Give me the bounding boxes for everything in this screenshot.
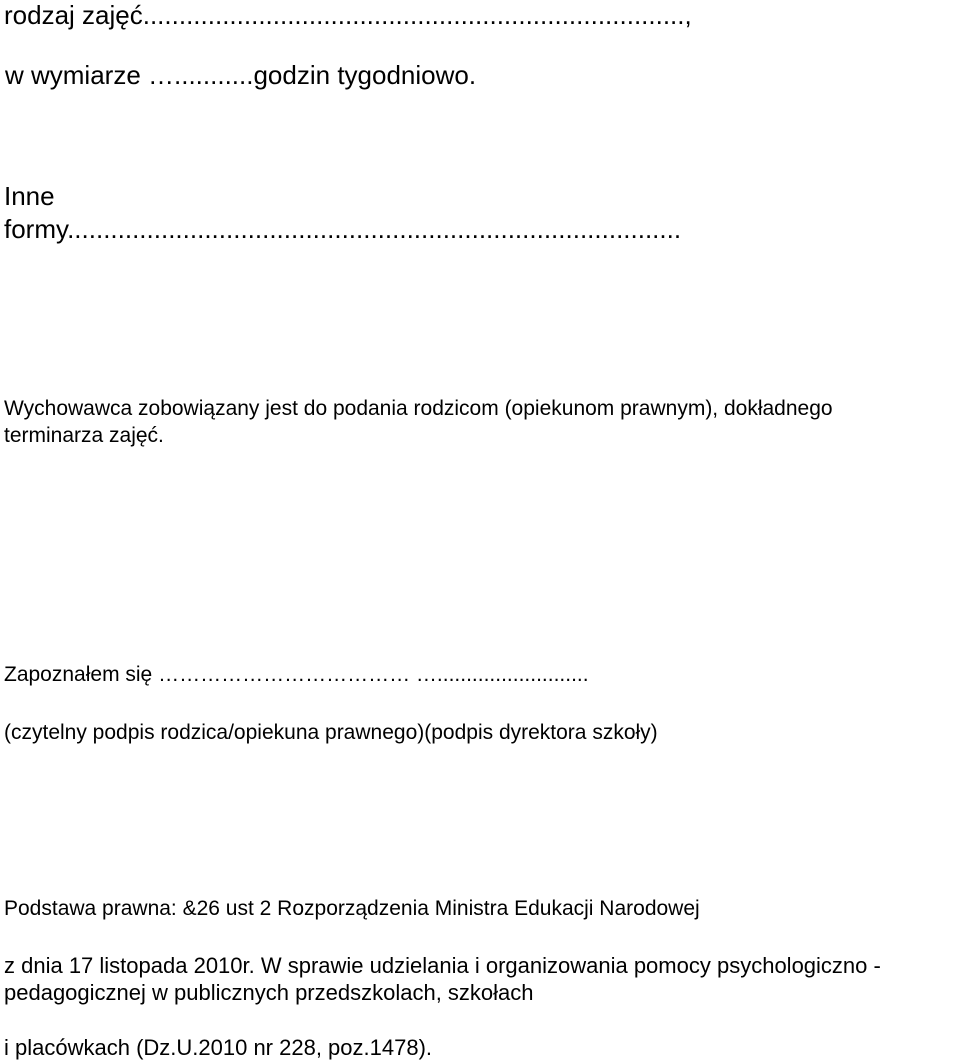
acknowledgement-line: Zapoznałem się ……………………………… …..........................: [4, 663, 589, 686]
legal-basis-line-3: pedagogicznej w publicznych przedszkolach, szkołach: [4, 980, 534, 1005]
other-forms-line: formy.....................................................................................: [4, 214, 682, 244]
signature-captions: (czytelny podpis rodzica/opiekuna prawnego)(podpis dyrektora szkoły): [4, 721, 658, 744]
other-label: Inne: [4, 181, 55, 211]
teacher-obligation-line-2: terminarza zajęć.: [4, 424, 164, 447]
legal-basis-line-4: i placówkach (Dz.U.2010 nr 228, poz.1478).: [4, 1035, 433, 1060]
activity-type-line: rodzaj zajęć...........................................................................,: [4, 0, 692, 30]
hours-line: w wymiarze …...........godzin tygodniowo.: [5, 60, 477, 90]
legal-basis-line-2: z dnia 17 listopada 2010r. W sprawie udzielania i organizowania pomocy psychologiczno -: [4, 953, 881, 978]
teacher-obligation-line-1: Wychowawca zobowiązany jest do podania rodzicom (opiekunom prawnym), dokładnego: [4, 397, 833, 420]
legal-basis-line-1: Podstawa prawna: &26 ust 2 Rozporządzenia Ministra Edukacji Narodowej: [4, 897, 700, 920]
